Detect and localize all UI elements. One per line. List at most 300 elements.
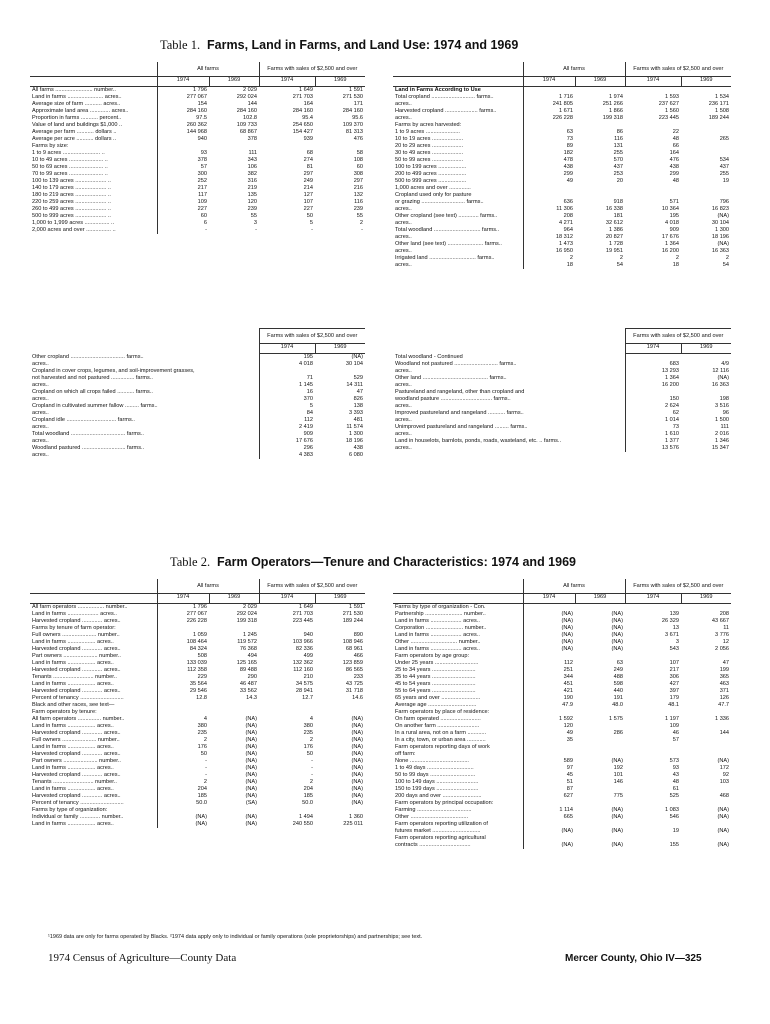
table-row — [393, 604, 731, 612]
row-value — [259, 143, 315, 150]
row-value: 252 — [157, 178, 209, 185]
row-value: 176 — [157, 744, 209, 751]
row-value: 81 313 — [345, 129, 364, 135]
row-value: 1 534 — [715, 94, 730, 100]
row-value: 463 — [719, 681, 730, 687]
row-label: Land in farms .................... acres.. — [395, 618, 480, 624]
table-row — [393, 632, 731, 639]
row-label: 500 to 999 acres .................. — [395, 178, 467, 184]
row-value — [575, 723, 625, 730]
table-row — [30, 171, 365, 178]
row-label: Harvested cropland ..................... farms.. — [395, 108, 497, 114]
row-value: 102.8 — [243, 115, 258, 121]
table-row — [393, 737, 731, 744]
row-label: Harvested cropland ............. acres.. — [32, 751, 121, 757]
table-row — [393, 129, 731, 136]
row-value — [681, 122, 731, 129]
row-value: 120 — [247, 199, 258, 205]
row-value — [575, 192, 625, 199]
row-value: 18 196 — [345, 438, 364, 444]
row-value: 370 — [259, 396, 315, 403]
row-value — [681, 653, 731, 660]
row-value: 277 067 — [157, 611, 209, 618]
row-value: 5 — [259, 403, 315, 410]
table-row — [30, 94, 365, 101]
row-value: 2 — [309, 737, 314, 743]
table-row — [30, 417, 365, 424]
row-value: 306 — [669, 674, 680, 680]
row-label: Harvested cropland ............. acres.. — [32, 793, 121, 799]
row-value: 251 — [523, 667, 575, 674]
footer-county-page: Mercer County, Ohio IV—325 — [565, 953, 702, 964]
table-row — [30, 730, 365, 737]
row-value: 382 — [247, 171, 258, 177]
table-row — [393, 702, 731, 709]
row-value: (NA) — [717, 241, 730, 247]
row-label: 500 to 999 acres .................... .. — [32, 213, 111, 219]
row-value: 253 — [613, 171, 624, 177]
row-value: 191 — [613, 695, 624, 701]
row-value — [681, 143, 731, 150]
row-value: 11 — [723, 625, 730, 631]
row-value: 43 725 — [345, 681, 364, 687]
row-value: 1 364 — [665, 241, 680, 247]
row-value: 308 — [353, 171, 364, 177]
table-row — [393, 199, 731, 206]
row-label: Farm operators reporting utilization of — [395, 821, 488, 827]
table-row — [393, 150, 731, 157]
row-label: Corporation ........................ number.. — [395, 625, 487, 631]
row-value: 1 649 — [299, 604, 314, 610]
row-value — [625, 835, 681, 842]
table-row — [393, 213, 731, 220]
row-value: 109 370 — [342, 122, 364, 128]
row-value: 16 363 — [711, 381, 730, 388]
row-value: 227 — [157, 206, 209, 213]
row-value: 4 383 — [259, 452, 315, 459]
table-row — [393, 821, 731, 828]
row-value: 93 — [157, 150, 209, 157]
row-value: 3 671 — [665, 632, 680, 638]
row-value: 47 — [722, 660, 730, 666]
table-row — [393, 424, 731, 431]
row-value: 31 718 — [345, 688, 364, 694]
row-value: 92 — [722, 772, 730, 778]
table-row — [393, 227, 731, 234]
row-value: 1 083 — [665, 807, 680, 813]
row-value: 112 160 — [293, 667, 314, 673]
row-value: 17 676 — [661, 234, 680, 240]
row-label: Land in farms .................... acres.. — [395, 632, 480, 638]
row-label: acres.. — [32, 382, 49, 388]
row-value — [681, 150, 731, 157]
table-row — [30, 375, 365, 382]
table-row — [393, 660, 731, 667]
row-value: 123 859 — [342, 660, 364, 666]
row-label: Harvested cropland ............. acres.. — [32, 772, 121, 778]
table1-mid-y1969: 1969 — [315, 344, 365, 354]
row-value: (NA) — [245, 716, 258, 722]
table-row — [30, 157, 365, 164]
table-row — [30, 604, 365, 612]
row-value: 84 324 — [157, 646, 209, 653]
row-label: Total woodland - Continued — [395, 353, 463, 360]
row-value: 164 — [669, 150, 680, 156]
row-label: On another farm ........................... — [395, 723, 480, 729]
table-row — [393, 192, 731, 199]
row-value: - — [311, 758, 314, 764]
table2-right-hdr-all: All farms — [523, 579, 625, 594]
row-value: 6 — [157, 220, 209, 227]
row-value: 51 — [523, 779, 575, 786]
row-value: 598 — [613, 681, 624, 687]
table-row — [393, 772, 731, 779]
row-label: Farms by tenure of farm operator: — [32, 625, 116, 631]
table1-heading: Farms, Land in Farms, and Land Use: 1974 and 1969 — [207, 38, 519, 52]
row-value: 29 546 — [157, 688, 209, 695]
table1-left-panel — [30, 62, 365, 234]
row-label: Farms by type of organization: — [32, 807, 108, 813]
table-row — [393, 382, 731, 389]
row-value — [681, 800, 731, 807]
row-value: (NA) — [611, 814, 624, 820]
row-label: or grazing ............................ farms.. — [395, 199, 484, 205]
table-row — [30, 115, 365, 122]
row-label: 10 to 19 acres .................... — [395, 136, 464, 142]
row-value — [209, 702, 259, 709]
row-value: 529 — [353, 375, 364, 381]
row-value: 185 — [157, 793, 209, 800]
row-value: 297 — [303, 171, 314, 177]
row-value: 19 — [672, 828, 680, 834]
row-value: 109 — [669, 723, 680, 729]
row-value: 226 228 — [157, 618, 209, 625]
row-value: 1 114 — [523, 807, 575, 814]
row-value: (NA) — [717, 842, 730, 848]
row-value: 20 827 — [605, 234, 624, 240]
row-label: Other cropland ................................... farms.. — [32, 353, 144, 360]
row-value: 49 — [523, 178, 575, 185]
row-value: 214 — [303, 185, 314, 191]
row-label: Harvested cropland ............. acres.. — [32, 646, 121, 652]
row-value: 101 — [613, 772, 624, 778]
table1-right-y1974a: 1974 — [523, 77, 575, 87]
row-value: (NA) — [611, 807, 624, 813]
row-label: Land in farms .................... acres.. — [32, 611, 117, 617]
row-value — [625, 604, 681, 612]
row-label: Farm operators reporting agricultural — [395, 835, 486, 841]
row-label: Harvested cropland ............. acres.. — [32, 730, 121, 736]
row-label: woodland pasture ................................. farms.. — [395, 395, 511, 402]
row-label: Other land .......................................... farms.. — [395, 374, 507, 381]
row-label: Farm operators by tenure: — [32, 709, 97, 715]
table-row — [393, 389, 731, 396]
row-value: 176 — [303, 744, 314, 750]
row-value: 284 160 — [236, 108, 258, 114]
row-value: 627 — [523, 793, 575, 800]
row-value: (NA) — [717, 213, 730, 219]
row-value: 12.8 — [157, 695, 209, 702]
row-value: (NA) — [351, 800, 364, 806]
row-value: 208 — [719, 611, 730, 617]
row-label: Total cropland ............................ farms.. — [395, 94, 494, 100]
row-value — [315, 709, 365, 716]
table-row — [30, 709, 365, 716]
row-value: 106 — [247, 164, 258, 170]
row-value: 189 244 — [708, 115, 730, 121]
table1-rlow-hdr-sales: Farms with sales of $2,500 and over — [625, 329, 731, 344]
row-value: 117 — [157, 192, 209, 199]
table-row — [30, 122, 365, 129]
row-label: Black and other races, see text— — [32, 702, 115, 708]
row-value: 344 — [523, 674, 575, 681]
table-row — [30, 87, 365, 95]
row-value: 208 — [523, 213, 575, 220]
table-row — [30, 751, 365, 758]
table-row — [30, 368, 365, 375]
row-value: 86 565 — [345, 667, 364, 673]
row-label: acres.. — [32, 361, 49, 367]
row-value: 144 968 — [157, 129, 209, 136]
row-value: (NA) — [523, 646, 575, 653]
row-label: acres.. — [32, 410, 49, 416]
row-value: 1 593 — [665, 94, 680, 100]
row-label: acres.. — [395, 262, 412, 268]
row-value: 195 — [669, 213, 680, 219]
row-value: 2 — [725, 255, 730, 261]
row-value: 488 — [613, 674, 624, 680]
row-value: 63 — [523, 129, 575, 136]
row-value: 297 — [353, 178, 364, 184]
row-value — [315, 368, 365, 375]
row-value — [259, 702, 315, 709]
row-value: (NA) — [717, 828, 730, 834]
row-value: 73 — [625, 424, 681, 431]
table-row — [393, 611, 731, 618]
row-value: 494 — [247, 653, 258, 659]
table1-number: Table 1. — [160, 38, 201, 52]
row-value: 775 — [613, 793, 624, 799]
row-value: 229 — [157, 674, 209, 681]
table-row — [393, 793, 731, 800]
row-value — [209, 709, 259, 716]
row-value: 96 — [722, 409, 730, 416]
row-value: 1 796 — [157, 604, 209, 612]
row-value: 239 — [353, 206, 364, 212]
table-row — [30, 625, 365, 632]
table-row — [30, 786, 365, 793]
table-row — [30, 129, 365, 136]
row-value: 466 — [353, 653, 364, 659]
table-row — [30, 101, 365, 108]
row-label: Improved pastureland and rangeland ........... farms.. — [395, 409, 524, 416]
row-value: 284 160 — [292, 108, 314, 114]
table-row — [393, 625, 731, 632]
row-label: Farms by acres harvested: — [395, 122, 462, 128]
table-row — [393, 220, 731, 227]
row-value: 251 266 — [602, 101, 624, 107]
row-label: 45 to 54 years ............................ — [395, 681, 476, 687]
row-value: 109 — [157, 199, 209, 206]
row-value: 17 676 — [259, 438, 315, 445]
row-value: 525 — [669, 793, 680, 799]
row-label: Average per acre ........... dollars .. — [32, 136, 117, 142]
row-value: 939 — [303, 136, 314, 142]
row-label: off farm: — [395, 751, 416, 757]
row-value: 109 733 — [236, 122, 258, 128]
row-label: Woodland pastured ............................ farms.. — [32, 445, 145, 451]
row-value: 49 — [523, 730, 575, 737]
row-label: Land in farms .................... acres.. — [395, 646, 480, 652]
row-label: Farm operators by age group: — [395, 653, 469, 659]
row-value: 3 — [675, 639, 680, 645]
row-value: 249 — [613, 667, 624, 673]
table-row — [393, 723, 731, 730]
row-label: Average age ............................... — [395, 702, 477, 708]
row-label: In a city, town, or urban area ............ — [395, 737, 486, 743]
row-label: Cropland in cultivated summer fallow ......... farms.. — [32, 403, 158, 409]
row-value: 33 562 — [239, 688, 258, 694]
table-row — [393, 639, 731, 646]
row-value: 290 — [247, 674, 258, 680]
row-value: 116 — [614, 136, 624, 142]
table1-rlow-y1974: 1974 — [625, 344, 681, 354]
row-value — [315, 807, 365, 814]
row-value: - — [157, 765, 209, 772]
row-value: (NA) — [611, 828, 624, 834]
row-value: 16 823 — [711, 206, 730, 212]
row-value: (NA) — [611, 632, 624, 638]
table-row — [30, 814, 365, 821]
row-label: 50 to 99 days ............................. — [395, 772, 476, 778]
row-value: 909 — [669, 227, 680, 233]
table2-left-y1969a: 1969 — [209, 594, 259, 604]
row-value: 155 — [669, 842, 680, 848]
row-value: 12 — [722, 639, 730, 645]
footnote: ¹1969 data are only for farms operated by Blacks. ²1974 data apply only to individual or family operations (sole proprietorships) and partnerships; see text. — [48, 934, 423, 940]
row-value: 179 — [669, 695, 680, 701]
table-row — [393, 786, 731, 793]
table-row — [30, 632, 365, 639]
row-value: 20 — [616, 178, 624, 184]
row-value: 47 — [356, 389, 364, 395]
row-value: 438 — [669, 164, 680, 170]
row-value — [625, 389, 681, 396]
table-row — [30, 382, 365, 389]
row-value: 427 — [669, 681, 680, 687]
row-value: 95.6 — [352, 115, 364, 121]
row-value: 199 318 — [602, 115, 624, 121]
row-value: 219 — [247, 185, 258, 191]
table-row — [393, 765, 731, 772]
row-value — [523, 744, 575, 751]
row-value — [575, 835, 625, 842]
table-row — [393, 361, 731, 368]
row-label: contracts ................................. — [395, 842, 471, 848]
row-label: Percent of tenancy ............................ — [32, 800, 124, 806]
row-value: (NA) — [523, 611, 575, 618]
table-row — [30, 758, 365, 765]
row-value: (NA) — [611, 639, 624, 645]
row-label: Partnership ........................ number.. — [395, 611, 486, 617]
row-value — [681, 709, 731, 716]
row-value: 2 056 — [715, 646, 730, 652]
row-value: 4 — [309, 716, 314, 722]
row-value: 570 — [613, 157, 624, 163]
row-label: 55 to 64 years ............................ — [395, 688, 476, 694]
table-row — [393, 730, 731, 737]
table2-left-y1974a: 1974 — [157, 594, 209, 604]
table-row — [30, 213, 365, 220]
row-value: 1 364 — [625, 375, 681, 382]
row-value: 284 160 — [342, 108, 364, 114]
row-value: 918 — [613, 199, 624, 205]
row-value — [681, 737, 731, 744]
row-value — [315, 702, 365, 709]
table-row — [30, 772, 365, 779]
row-value: 1 300 — [715, 227, 730, 233]
table-row — [393, 255, 731, 262]
row-value: 1 575 — [609, 716, 624, 722]
row-label: Approximate land area ............. acres.. — [32, 108, 129, 114]
row-value — [157, 709, 209, 716]
row-value: 2 — [675, 255, 680, 261]
table-row — [30, 108, 365, 115]
row-value: 43 — [672, 772, 680, 778]
row-label: All farm operators ................. number.. — [32, 604, 128, 610]
row-label: Total woodland .............................. farms.. — [395, 227, 500, 233]
row-value — [575, 800, 625, 807]
row-label: futures market ............................... — [395, 828, 481, 834]
row-value: (NA) — [611, 646, 624, 652]
row-value: 1 591 — [349, 604, 364, 610]
row-label: 2,000 acres and over ................ .. — [32, 227, 116, 233]
row-value: 3 393 — [349, 410, 364, 416]
row-value: 189 244 — [342, 618, 364, 624]
row-value: 95.4 — [302, 115, 314, 121]
row-value: (NA) — [245, 779, 258, 785]
row-value: 468 — [719, 793, 730, 799]
table2-left-hdr-all: All farms — [157, 579, 259, 594]
row-value: 199 — [719, 667, 730, 673]
table-row — [30, 206, 365, 213]
row-label: 220 to 259 acres .................... .. — [32, 199, 111, 205]
table-row — [30, 452, 365, 459]
row-label: 200 to 499 acres .................. — [395, 171, 467, 177]
row-label: acres.. — [32, 424, 49, 430]
row-value: 371 — [719, 688, 730, 694]
row-value: - — [157, 772, 209, 779]
row-value: 397 — [669, 688, 680, 694]
row-value: 34 575 — [295, 681, 314, 687]
row-value: 378 — [157, 157, 209, 164]
row-value: 2 — [619, 255, 624, 261]
table2-right-y1969a: 1969 — [575, 594, 625, 604]
row-value: (NA) — [717, 807, 730, 813]
row-label: acres.. — [32, 452, 49, 458]
row-value: 217 — [157, 185, 209, 192]
row-value: 18 — [672, 262, 680, 268]
table-row — [30, 653, 365, 660]
table2-title — [170, 555, 576, 570]
row-value: 182 — [523, 150, 575, 157]
row-value — [625, 744, 681, 751]
row-value: 216 — [353, 185, 364, 191]
table1-title — [160, 38, 518, 53]
row-value: 683 — [625, 361, 681, 368]
row-value: 81 — [306, 164, 314, 170]
row-value: (NA) — [245, 730, 258, 736]
